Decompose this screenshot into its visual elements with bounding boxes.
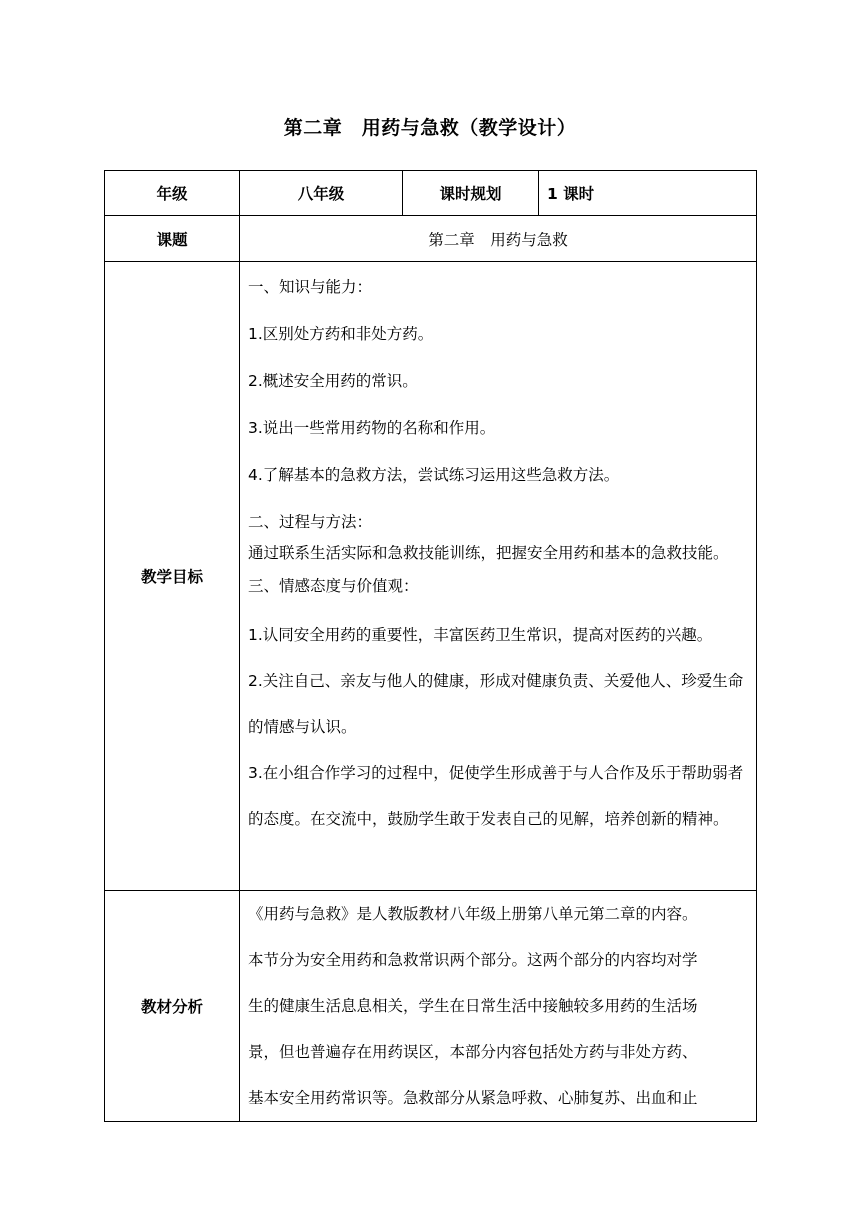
- topic-value: 第二章 用药与急救: [240, 216, 757, 262]
- table-row-material: [105, 891, 757, 1122]
- grade-label: 年级: [105, 171, 240, 216]
- material-line: 本节分为安全用药和急救常识两个部分。这两个部分的内容均对学: [248, 951, 698, 969]
- objectives-heading-knowledge: 一、知识与能力：: [248, 278, 373, 296]
- topic-label: 课题: [105, 216, 240, 262]
- objectives-content: [240, 262, 757, 891]
- objective-item: 4.了解基本的急救方法，尝试练习运用这些急救方法。: [248, 466, 620, 484]
- objective-item: 2.关注自己、亲友与他人的健康，形成对健康负责、关爱他人、珍爱生命的情感与认识。: [248, 672, 744, 736]
- objective-item: 1.区别处方药和非处方药。: [248, 325, 434, 343]
- objective-item: 2.概述安全用药的常识。: [248, 372, 418, 390]
- material-line: 生的健康生活息息相关，学生在日常生活中接触较多用药的生活场: [248, 997, 698, 1015]
- material-label: 教材分析: [105, 891, 240, 1122]
- document-title: 第二章 用药与急救（教学设计）: [283, 117, 577, 139]
- process-text: 通过联系生活实际和急救技能训练，把握安全用药和基本的急救技能。: [248, 544, 729, 562]
- objective-item: 3.说出一些常用药物的名称和作用。: [248, 419, 496, 437]
- lesson-plan-table: [104, 170, 757, 1122]
- table-row-grade: [105, 171, 757, 216]
- period-value: 1 课时: [539, 171, 757, 216]
- objectives-label: 教学目标: [105, 262, 240, 891]
- material-content: [240, 891, 757, 1122]
- objective-item: 3.在小组合作学习的过程中，促使学生形成善于与人合作及乐于帮助弱者的态度。在交流中，鼓励学生敢于发表自己的见解，培养创新的精神。: [248, 764, 744, 828]
- table-row-topic: [105, 216, 757, 262]
- objectives-heading-attitude: 三、情感态度与价值观：: [248, 577, 419, 595]
- table-row-objectives: [105, 262, 757, 891]
- period-label: 课时规划: [403, 171, 539, 216]
- grade-value: 八年级: [240, 171, 403, 216]
- material-line: 《用药与急救》是人教版教材八年级上册第八单元第二章的内容。: [248, 905, 698, 923]
- objective-item: 1.认同安全用药的重要性，丰富医药卫生常识，提高对医药的兴趣。: [248, 626, 713, 644]
- objectives-heading-process: 二、过程与方法：: [248, 513, 373, 531]
- material-line: 景，但也普遍存在用药误区，本部分内容包括处方药与非处方药、: [248, 1043, 698, 1061]
- material-line: 基本安全用药常识等。急救部分从紧急呼救、心肺复苏、出血和止: [248, 1089, 698, 1107]
